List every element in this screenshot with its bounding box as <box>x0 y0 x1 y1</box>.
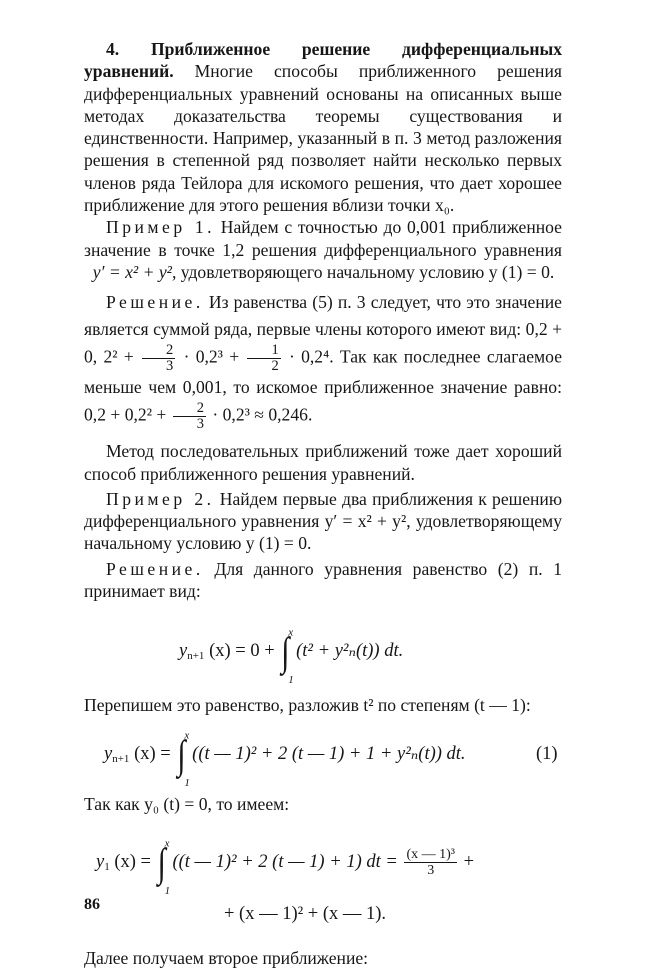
formula1-lhs-sub: n+1 <box>187 650 205 663</box>
formula2-body: (x) = <box>134 743 171 764</box>
solution2-paragraph <box>84 558 562 603</box>
formula3-lhs-sub: 1 <box>104 860 110 873</box>
intro-text: Многие способы приближенного решения дифференциальных уравнений основаны на описанных выше методах доказательства теоремы существования и единственности. Например, указанный в п. 3 метод разложения решения в степенной ряд позволяет найти несколько первых членов ряда Тейлора для искомого решения, что дает хорошее приближение для этого решения вблизи точки x₀. <box>84 61 562 216</box>
solution1-label: Решение. <box>106 292 204 313</box>
example2-text: Найдем первые два приближения к решению дифференциального уравнения y′ = x² + y², удовлетворяющему начальному условию y (1) = 0. <box>84 488 562 554</box>
page-number: 86 <box>84 896 100 913</box>
example1-equation: y′ = x² + y², <box>92 261 177 282</box>
formula1-lhs: y <box>179 641 188 662</box>
formula3-body: (x) = <box>114 851 151 872</box>
formula1-integrand: (t² + y²ₙ(t)) dt. <box>296 641 404 662</box>
example1-paragraph <box>84 216 562 283</box>
next-text: Далее получаем второе приближение: <box>84 947 369 968</box>
example1-text-b: удовлетворяющего начальному условию y (1) = 0. <box>180 261 555 282</box>
solution1-terms-c: · 0,2³ + <box>183 346 240 367</box>
example1-text-a: Найдем с точностью до 0,001 приближенное значение в точке 1,2 решения дифференциального уравнения <box>84 217 562 260</box>
solution1-paragraph <box>84 289 562 432</box>
formula-2 <box>84 729 562 789</box>
formula-3 <box>84 831 562 935</box>
intro-paragraph <box>84 38 562 216</box>
formula2-number: (1) <box>536 743 558 764</box>
integral-sign: ∫ x 1 <box>157 837 171 897</box>
solution1-text-b: Так как последнее слагаемое меньше чем 0,001, то искомое приближенное значение равно: <box>84 346 562 398</box>
fraction-1-2: $\frac{1}{2}$ <box>247 343 280 374</box>
formula2-integrand: ((t — 1)² + 2 (t — 1) + 1 + y²ₙ(t)) dt. <box>192 743 466 764</box>
rewrite-text: Перепишем это равенство, разложив t² по степеням (t — 1): <box>84 695 531 716</box>
fraction-2-3-b: $\frac{2}{3}$ <box>173 401 206 432</box>
integral-sign: ∫ x 1 <box>281 627 294 687</box>
solution1-result-a: 0,2 + 0,2² + <box>84 404 167 425</box>
formula3-fraction: $\frac{\text{(x — 1)³}}{3}$ <box>406 846 456 878</box>
fraction-2-3: $\frac{2}{3}$ <box>142 343 175 374</box>
solution1-text-a: Из равенства (5) п. 3 следует, что это значение является суммой ряда, первые члены которого имеют вид: <box>84 292 562 340</box>
solution1-result-b: · 0,2³ ≈ 0,246. <box>212 404 313 425</box>
section-heading: 4. Приближенное решение дифференциальных уравнений. <box>84 39 562 82</box>
solution1-terms-a: 0,2 + 0, <box>84 319 562 367</box>
formula-1 <box>84 624 562 688</box>
example2-label: Пример 2. <box>106 488 215 509</box>
solution1-terms-b: 2² + <box>103 346 134 367</box>
formula3-lhs: y <box>96 851 105 872</box>
solution2-text: Для данного уравнения равенство (2) п. 1 принимает вид: <box>84 558 562 602</box>
formula1-body: (x) = 0 + <box>209 641 275 662</box>
formula3-integrand: ((t — 1)² + 2 (t — 1) + 1) dt = <box>172 851 398 872</box>
formula3-tail: + <box>463 851 475 872</box>
example2-paragraph <box>84 488 562 555</box>
formula2-lhs: y <box>104 743 113 764</box>
solution1-terms-d: · 0,2⁴. <box>288 346 334 367</box>
method-note: Метод последовательных приближений тоже дает хороший способ приближенного решения уравнений. <box>84 441 562 484</box>
example1-label: Пример 1. <box>106 217 216 238</box>
integral-sign: ∫ x 1 <box>177 729 190 789</box>
formula3-line2: + (x — 1)² + (x — 1). <box>224 903 387 924</box>
since-text: Так как y₀ (t) = 0, то имеем: <box>84 793 290 814</box>
formula2-lhs-sub: n+1 <box>112 752 130 765</box>
page-body <box>84 38 562 969</box>
solution2-label: Решение. <box>106 558 204 579</box>
